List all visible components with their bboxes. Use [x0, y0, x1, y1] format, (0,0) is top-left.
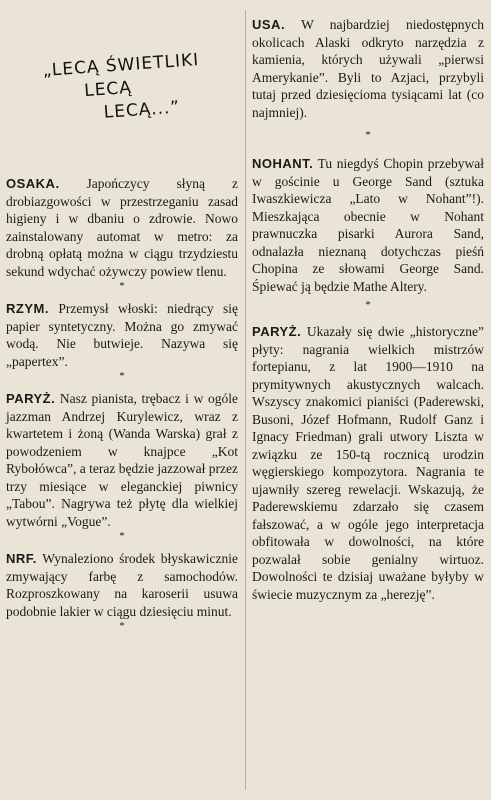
column-divider [245, 10, 246, 790]
news-item-osaka [6, 175, 238, 280]
news-place: NOHANT. [252, 156, 314, 171]
separator-star: * [119, 280, 125, 292]
separator-star: * [365, 299, 371, 311]
separator-star: * [119, 530, 125, 542]
separator-star: * [119, 370, 125, 382]
news-item-paryz-plyty [252, 323, 484, 603]
news-item-usa [252, 16, 484, 121]
news-item-paryz-jazz [6, 390, 238, 530]
separator-star: * [119, 620, 125, 632]
news-text: Tu niegdyś Chopin przebywał w gościnie u George Sand (sztuka Iwaszkiewicza „Lato w Nohant”!). Mieszkająca obecnie w Nohant prawnuczka pisarki Aurora Sand, odnalazła nieznaną dotychczas pieśń Chopina ze słowami George Sand. Śpiewać ją będzie Mathe Altery. [252, 156, 484, 294]
right-column [252, 0, 484, 603]
heading-line-3: LECĄ...” [103, 97, 181, 123]
news-place: PARYŻ. [252, 324, 302, 339]
news-text: Nasz pianista, trębacz i w ogóle jazzman Andrzej Kurylewicz, wraz z kwartetem i żoną (Wanda Warska) grał z powodzeniem w knajpce „Kot Rybołówca”, a teraz będzie jazzował przez trzy miesiące w eleganckiej piwnicy „Tabou”. Nagrywa też płytę dla wielkiej wytwórni „Vogue”. [6, 391, 238, 529]
news-place: USA. [252, 17, 286, 32]
separator-star: * [365, 129, 371, 141]
news-place: OSAKA. [6, 176, 60, 191]
news-item-nohant [252, 155, 484, 295]
news-place: RZYM. [6, 301, 49, 316]
news-text: W najbardziej niedostępnych okolicach Alaski odkryto narzędzia z kamienia, których używali „pierwsi Amerykanie”. Byli to Azjaci, przybyli tutaj przed dziesięcioma tysiącami lat (co najmniej). [252, 17, 484, 120]
news-text: Przemysł włoski: niedrący się papier syntetyczny. Można go zmywać wodą. Nie butwieje. Nazywa się „papertex”. [6, 301, 238, 369]
news-item-nrf [6, 550, 238, 620]
news-place: NRF. [6, 551, 37, 566]
news-place: PARYŻ. [6, 391, 56, 406]
news-text: Japończycy słyną z drobiazgowości w przestrzeganiu zasad higieny i w dbaniu o zdrowie. Nowo zainstalowany automat w metro: za drobną opłatą można w ciągu trzydziestu sekund wdychać ożywczy powiew tlenu. [6, 176, 238, 279]
news-text: Wynaleziono środek błyskawicznie zmywający farbę z samochodów. Rozproszkowany na karoserii usuwa podobnie lakier w ciągu dziesięciu minut. [6, 551, 238, 619]
column-heading [42, 46, 246, 174]
left-column [6, 0, 238, 636]
heading-line-2: LECĄ [83, 77, 133, 102]
news-item-rzym [6, 300, 238, 370]
news-text: Ukazały się dwie „historyczne” płyty: nagrania wielkich mistrzów fortepianu, z lat 1900—1910 na prymitywnych akustycznych walcach. Wszyscy znakomici pianiści (Paderewski, Busoni, Józef Hofmann, Rudolf Ganz i Ignacy Friedman) grali utwory Liszta w związku ze 150-tą rocznicą urodzin węgierskiego kompozytora. Nagrania te ujawniły szereg rewelacji. Wskazują, że Paderewskiemu zdarzało się czasem fałszować, a w ogóle jego interpretacja obfitowała w dowolności, na które pozwalał sobie genialny wirtuoz. Dowolności te dzisiaj uważane byłyby w świecie muzycznym za „herezję”. [252, 324, 484, 602]
heading-line-1: „LECĄ ŚWIETLIKI [42, 50, 200, 81]
